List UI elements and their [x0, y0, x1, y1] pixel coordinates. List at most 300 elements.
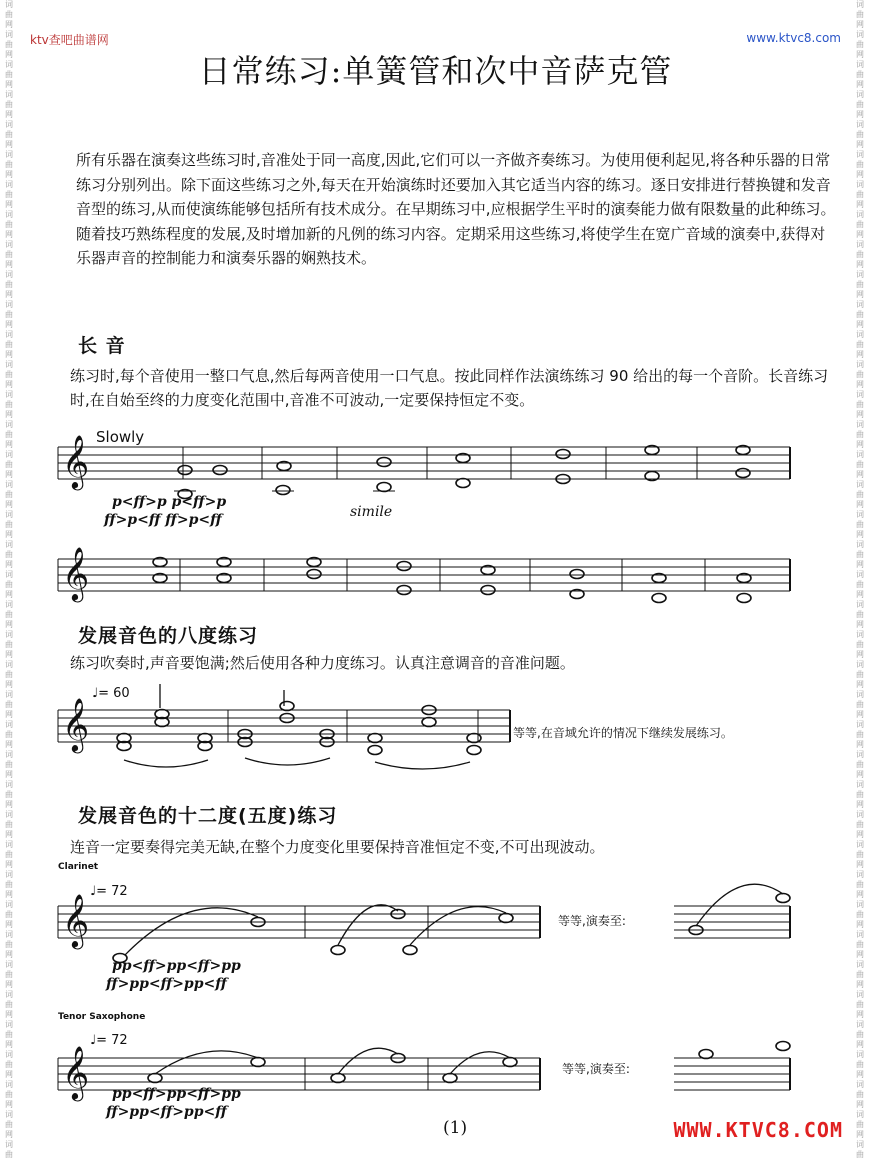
note-head [570, 570, 584, 579]
side-watermark-char: 曲 [856, 1060, 864, 1069]
side-watermark-char: 词 [856, 480, 864, 489]
side-watermark-char: 网 [856, 1100, 864, 1109]
simile-marking: simile [350, 504, 393, 520]
note-head [397, 562, 411, 571]
side-watermark-char: 词 [856, 90, 864, 99]
side-watermark-char: 词 [5, 30, 13, 39]
slur [124, 760, 208, 767]
dynamics-line-1: p<ff>p p<ff>p [112, 494, 227, 510]
side-watermark-char: 曲 [856, 160, 864, 169]
side-watermark-char: 词 [5, 900, 13, 909]
side-watermark-char: 词 [856, 180, 864, 189]
side-watermark-char: 网 [5, 1100, 13, 1109]
slur [245, 758, 330, 765]
side-watermark-char: 网 [5, 50, 13, 59]
note-head [443, 1074, 457, 1083]
heading-twelfth: 发展音色的十二度(五度)练习 [78, 805, 338, 827]
treble-clef-icon: 𝄞 [62, 546, 90, 600]
side-watermark-char: 网 [5, 20, 13, 29]
clarinet-label: Clarinet [58, 862, 99, 872]
side-watermark-char: 曲 [5, 370, 13, 379]
note-head [368, 734, 382, 743]
side-watermark-char: 网 [5, 470, 13, 479]
side-watermark-char: 词 [856, 120, 864, 129]
side-watermark-char: 曲 [5, 1150, 13, 1159]
treble-clef-icon: 𝄞 [62, 697, 90, 751]
side-watermark-char: 词 [5, 330, 13, 339]
side-watermark-char: 词 [856, 660, 864, 669]
side-watermark-char: 词 [5, 0, 13, 9]
watermark-bottom-right: WWW.KTVC8.COM [673, 1118, 843, 1142]
side-watermark-char: 词 [5, 480, 13, 489]
note-head [307, 570, 321, 579]
side-watermark-char: 词 [5, 300, 13, 309]
side-watermark-char: 词 [856, 990, 864, 999]
side-watermark-char: 词 [856, 510, 864, 519]
side-watermark-char: 词 [5, 180, 13, 189]
side-watermark-char: 词 [856, 600, 864, 609]
side-watermark-char: 曲 [856, 220, 864, 229]
note-head [776, 1042, 790, 1051]
side-watermark-char: 曲 [5, 910, 13, 919]
side-watermark-char: 曲 [5, 1030, 13, 1039]
side-watermark-char: 网 [856, 770, 864, 779]
side-watermark-char: 曲 [5, 340, 13, 349]
note-head [467, 734, 481, 743]
note-head [736, 469, 750, 478]
side-watermark-char: 网 [856, 920, 864, 929]
side-watermark-char: 网 [5, 740, 13, 749]
side-watermark-char: 网 [5, 620, 13, 629]
page-title: 日常练习:单簧管和次中音萨克管 [198, 52, 673, 90]
watermark-top-right: www.ktvc8.com [746, 31, 841, 45]
note-head [276, 486, 290, 495]
side-watermark-char: 词 [5, 540, 13, 549]
side-watermark-char: 曲 [5, 190, 13, 199]
side-watermark-char: 曲 [5, 580, 13, 589]
side-watermark-char: 曲 [856, 700, 864, 709]
side-watermark-char: 词 [5, 600, 13, 609]
side-watermark-char: 网 [856, 260, 864, 269]
side-watermark-char: 曲 [856, 40, 864, 49]
side-watermark-char: 网 [856, 230, 864, 239]
note-head [556, 450, 570, 459]
side-watermark-char: 曲 [5, 1090, 13, 1099]
side-watermark-char: 网 [856, 440, 864, 449]
side-watermark-char: 网 [856, 320, 864, 329]
side-watermark-char: 词 [5, 60, 13, 69]
note-head [467, 746, 481, 755]
note-head [178, 466, 192, 475]
heading-long-tone: 长 音 [78, 335, 126, 357]
side-watermark-char: 曲 [5, 550, 13, 559]
side-watermark-char: 词 [5, 150, 13, 159]
side-watermark-char: 词 [5, 690, 13, 699]
side-watermark-char: 网 [856, 890, 864, 899]
side-watermark-char: 曲 [5, 970, 13, 979]
side-watermark-char: 词 [5, 930, 13, 939]
side-watermark-char: 曲 [856, 310, 864, 319]
side-watermark-char: 曲 [856, 730, 864, 739]
side-watermark-char: 词 [5, 1110, 13, 1119]
treble-clef-icon: 𝄞 [62, 1045, 90, 1099]
side-watermark-char: 网 [5, 320, 13, 329]
side-watermark-char: 词 [5, 780, 13, 789]
note-head [499, 914, 513, 923]
note-head [481, 586, 495, 595]
side-watermark-char: 词 [856, 270, 864, 279]
side-watermark-char: 词 [856, 150, 864, 159]
side-watermark-char: 词 [856, 720, 864, 729]
side-watermark-char: 曲 [856, 640, 864, 649]
slur [338, 1048, 398, 1074]
side-watermark-char: 词 [5, 810, 13, 819]
side-watermark-char: 词 [5, 210, 13, 219]
side-watermark-char: 词 [856, 630, 864, 639]
twelfth-text: 连音一定要奏得完美无缺,在整个力度变化里要保持音准恒定不变,不可出现波动。 [70, 838, 605, 856]
side-watermark-char: 曲 [5, 850, 13, 859]
heading-octave: 发展音色的八度练习 [78, 625, 259, 647]
side-watermark-char: 曲 [856, 1090, 864, 1099]
side-watermark-char: 网 [5, 110, 13, 119]
octave-text: 练习吹奏时,声音要饱满;然后使用各种力度练习。认真注意调音的音准问题。 [70, 654, 575, 672]
side-watermark-char: 网 [856, 710, 864, 719]
dynamics-line-2: ff>p<ff ff>p<ff [104, 512, 222, 528]
side-watermark-char: 词 [856, 0, 864, 9]
note-head [652, 594, 666, 603]
sax-dyn-line-2: ff>pp<ff>pp<ff [106, 1104, 227, 1120]
side-watermark-char: 网 [856, 560, 864, 569]
side-watermark-char: 词 [5, 1020, 13, 1029]
side-watermark-char: 曲 [856, 1120, 864, 1129]
note-head [280, 702, 294, 711]
side-watermark-char: 词 [5, 570, 13, 579]
side-watermark-char: 曲 [856, 460, 864, 469]
sax-dyn-line-1: pp<ff>pp<ff>pp [112, 1086, 241, 1102]
side-watermark-char: 曲 [5, 700, 13, 709]
side-watermark-char: 词 [856, 1020, 864, 1029]
watermark-top-left: ktv查吧曲谱网 [30, 33, 109, 47]
side-watermark-char: 曲 [856, 100, 864, 109]
note-head [213, 466, 227, 475]
side-watermark-char: 词 [856, 930, 864, 939]
side-watermark-char: 词 [856, 450, 864, 459]
side-watermark-char: 词 [856, 810, 864, 819]
side-watermark-char: 网 [856, 980, 864, 989]
side-watermark-char: 网 [5, 560, 13, 569]
slur [375, 762, 470, 769]
side-watermark-char: 网 [856, 170, 864, 179]
side-watermark-char: 网 [856, 590, 864, 599]
side-watermark-char: 曲 [856, 940, 864, 949]
side-watermark-char: 曲 [856, 580, 864, 589]
side-watermark-char: 词 [5, 1050, 13, 1059]
side-watermark-char: 曲 [856, 520, 864, 529]
side-watermark-char: 词 [856, 300, 864, 309]
side-watermark-char: 网 [5, 890, 13, 899]
side-watermark-char: 词 [5, 660, 13, 669]
side-watermark-char: 网 [5, 410, 13, 419]
long-tone-text: 练习时,每个音使用一整口气息,然后每两音使用一口气息。按此同样作法演练练习 90 给出的每一个音阶。长音练习时,在自始至终的力度变化范围中,音准不可波动,一定要保持恒定不变。 [70, 367, 829, 409]
side-watermark-char: 曲 [856, 820, 864, 829]
side-watermark-char: 网 [5, 380, 13, 389]
side-watermark-char: 词 [856, 900, 864, 909]
treble-clef-icon: 𝄞 [62, 434, 90, 488]
note-head [331, 946, 345, 955]
side-watermark-char: 词 [856, 960, 864, 969]
side-watermark-char: 网 [5, 290, 13, 299]
side-watermark-char: 词 [856, 750, 864, 759]
side-watermark-char: 词 [856, 60, 864, 69]
side-watermark-char: 词 [856, 1110, 864, 1119]
side-watermark-char: 网 [856, 530, 864, 539]
side-watermark-char: 网 [5, 650, 13, 659]
side-watermark-char: 网 [856, 740, 864, 749]
side-watermark-char: 网 [856, 80, 864, 89]
side-watermark-char: 曲 [856, 610, 864, 619]
side-watermark-char: 网 [5, 200, 13, 209]
note-head [456, 479, 470, 488]
side-watermark-char: 词 [856, 1050, 864, 1059]
side-watermark-char: 词 [856, 840, 864, 849]
side-watermark-char: 网 [856, 860, 864, 869]
side-watermark-char: 词 [5, 1140, 13, 1149]
treble-clef-icon: 𝄞 [62, 893, 90, 947]
side-watermark-char: 曲 [856, 670, 864, 679]
side-watermark-char: 词 [5, 390, 13, 399]
side-watermark-char: 网 [5, 80, 13, 89]
side-watermark-char: 曲 [5, 790, 13, 799]
side-watermark-char: 词 [5, 990, 13, 999]
side-watermark-char: 网 [5, 140, 13, 149]
slur [125, 908, 258, 955]
side-watermark-char: 曲 [856, 430, 864, 439]
side-watermark-char: 曲 [856, 130, 864, 139]
side-watermark-char: 曲 [856, 10, 864, 19]
side-watermark-char: 网 [856, 500, 864, 509]
side-watermark-char: 曲 [856, 550, 864, 559]
side-watermark-char: 曲 [856, 1030, 864, 1039]
side-watermark-char: 网 [856, 620, 864, 629]
side-watermark-char: 曲 [5, 1060, 13, 1069]
side-watermark-char: 网 [856, 1070, 864, 1079]
note-head [331, 1074, 345, 1083]
side-watermark-char: 词 [5, 870, 13, 879]
side-watermark-char: 词 [5, 270, 13, 279]
side-watermark-char: 网 [5, 230, 13, 239]
side-watermark-char: 曲 [5, 760, 13, 769]
side-watermark-char: 曲 [5, 460, 13, 469]
side-watermark-char: 曲 [5, 310, 13, 319]
side-watermark-char: 词 [856, 780, 864, 789]
side-watermark-char: 网 [5, 350, 13, 359]
side-watermark-char: 词 [856, 240, 864, 249]
side-watermark-char: 曲 [5, 640, 13, 649]
side-watermark-char: 网 [856, 200, 864, 209]
side-watermark-char: 网 [856, 950, 864, 959]
side-watermark-char: 曲 [5, 520, 13, 529]
note-head [377, 458, 391, 467]
side-watermark-char: 曲 [5, 820, 13, 829]
side-watermark-char: 词 [856, 1080, 864, 1089]
side-watermark-char: 网 [5, 710, 13, 719]
intro-paragraph: 所有乐器在演奏这些练习时,音准处于同一高度,因此,它们可以一齐做齐奏练习。为使用便利起见,将各种乐器的日常练习分别列出。除下面这些练习之外,每天在开始演练时还要加入其它适当内容的练习。逐日安排进行替换键和发音音型的练习,从而使演练能够包括所有技术成分。在早期练习中,应根据学生平时的演奏能力做有限数量的此种练习。随着技巧熟练程度的发展,及时增加新的凡例的练习内容。定期采用这些练习,将使学生在宽广音域的演奏中,获得对乐器声音的控制能力和演奏乐器的娴熟技术。 [76, 151, 836, 267]
side-watermark-char: 网 [856, 140, 864, 149]
side-watermark-char: 曲 [5, 10, 13, 19]
slur [450, 1052, 510, 1074]
note-head [776, 894, 790, 903]
side-watermark-char: 网 [5, 950, 13, 959]
side-watermark-char: 曲 [5, 670, 13, 679]
side-watermark-char: 网 [5, 170, 13, 179]
side-watermark-char: 网 [856, 1010, 864, 1019]
slur [696, 884, 783, 926]
side-watermark-char: 网 [856, 50, 864, 59]
side-watermark-char: 词 [856, 420, 864, 429]
clarinet-tempo: ♩= 72 [90, 884, 128, 899]
side-watermark-char: 网 [5, 800, 13, 809]
side-watermark-char: 词 [856, 30, 864, 39]
side-watermark-char: 曲 [856, 850, 864, 859]
side-watermark-char: 曲 [5, 250, 13, 259]
side-watermark-char: 曲 [5, 220, 13, 229]
side-watermark-char: 曲 [856, 70, 864, 79]
note-head [737, 594, 751, 603]
side-watermark-char: 词 [5, 720, 13, 729]
note-head [251, 1058, 265, 1067]
side-watermark-char: 网 [5, 1040, 13, 1049]
side-watermark-char: 词 [5, 420, 13, 429]
side-watermark-char: 网 [5, 590, 13, 599]
side-watermark-char: 网 [856, 410, 864, 419]
slur [338, 905, 398, 945]
side-watermark-char: 网 [856, 830, 864, 839]
side-watermark-char: 曲 [856, 910, 864, 919]
side-watermark-char: 曲 [5, 940, 13, 949]
side-watermark-char: 曲 [5, 400, 13, 409]
side-watermark-char: 词 [5, 960, 13, 969]
twelfth-dyn-line-1: pp<ff>pp<ff>pp [112, 958, 241, 974]
side-watermark-char: 网 [5, 260, 13, 269]
side-watermark-char: 词 [856, 390, 864, 399]
page-number: (1) [443, 1118, 468, 1138]
twelfth-dyn-line-2: ff>pp<ff>pp<ff [106, 976, 227, 992]
side-watermark-char: 词 [5, 450, 13, 459]
side-watermark-char: 词 [856, 1140, 864, 1149]
side-watermark-char: 曲 [5, 610, 13, 619]
tempo-slowly: Slowly [96, 428, 145, 446]
clarinet-note: 等等,演奏至: [558, 914, 626, 928]
side-watermark-char: 网 [856, 290, 864, 299]
side-watermark-char: 网 [856, 1130, 864, 1139]
sax-tempo: ♩= 72 [90, 1033, 128, 1048]
side-watermark-char: 曲 [5, 490, 13, 499]
side-watermark-char: 网 [856, 20, 864, 29]
side-watermark-char: 词 [856, 570, 864, 579]
side-watermark-char: 曲 [856, 250, 864, 259]
side-watermark-char: 网 [5, 1010, 13, 1019]
note-head [422, 718, 436, 727]
note-head [503, 1058, 517, 1067]
tempo-60: ♩= 60 [92, 686, 130, 701]
side-watermark-char: 网 [856, 800, 864, 809]
side-watermark-char: 网 [5, 830, 13, 839]
side-watermark-char: 词 [5, 240, 13, 249]
side-watermark-char: 网 [856, 350, 864, 359]
side-watermark-char: 曲 [856, 340, 864, 349]
side-watermark-char: 网 [5, 770, 13, 779]
side-watermark-char: 曲 [5, 430, 13, 439]
side-watermark-char: 网 [5, 1070, 13, 1079]
note-head [397, 586, 411, 595]
side-watermark-char: 词 [856, 540, 864, 549]
side-watermark-char: 曲 [856, 1150, 864, 1159]
side-watermark-char: 网 [5, 1130, 13, 1139]
side-watermark-char: 网 [5, 530, 13, 539]
side-watermark-char: 网 [856, 1040, 864, 1049]
side-watermark-char: 曲 [856, 370, 864, 379]
side-watermark-char: 曲 [856, 760, 864, 769]
side-watermark-char: 网 [5, 920, 13, 929]
side-watermark-char: 词 [5, 360, 13, 369]
side-watermark-char: 曲 [856, 190, 864, 199]
side-watermark-char: 曲 [856, 280, 864, 289]
side-watermark-char: 词 [856, 870, 864, 879]
side-watermark-char: 词 [856, 690, 864, 699]
side-watermark-char: 曲 [856, 490, 864, 499]
side-watermark-char: 词 [5, 630, 13, 639]
side-watermark-char: 曲 [5, 130, 13, 139]
side-watermark-char: 曲 [5, 1120, 13, 1129]
side-watermark-char: 网 [5, 680, 13, 689]
side-watermark-char: 曲 [5, 730, 13, 739]
side-watermark-char: 词 [856, 210, 864, 219]
note-head [403, 946, 417, 955]
sax-label: Tenor Saxophone [58, 1012, 146, 1022]
note-head [699, 1050, 713, 1059]
side-watermark-char: 网 [856, 650, 864, 659]
side-watermark-char: 词 [5, 840, 13, 849]
side-watermark-char: 网 [856, 380, 864, 389]
side-watermark-char: 曲 [5, 100, 13, 109]
side-watermark-char: 曲 [5, 160, 13, 169]
sax-note: 等等,演奏至: [562, 1062, 630, 1076]
slur [410, 907, 506, 945]
side-watermark-char: 网 [856, 680, 864, 689]
side-watermark-char: 词 [856, 330, 864, 339]
side-watermark-char: 词 [856, 360, 864, 369]
side-watermark-char: 网 [5, 980, 13, 989]
side-watermark-char: 网 [5, 500, 13, 509]
side-watermark-char: 网 [856, 470, 864, 479]
side-watermark-char: 词 [5, 1080, 13, 1089]
side-watermark-char: 曲 [5, 280, 13, 289]
side-watermark-char: 网 [5, 440, 13, 449]
side-watermark-char: 曲 [5, 40, 13, 49]
side-watermark-char: 曲 [5, 70, 13, 79]
side-watermark-char: 词 [5, 510, 13, 519]
side-watermark-char: 曲 [856, 1000, 864, 1009]
side-watermark-char: 网 [5, 860, 13, 869]
side-watermark-char: 曲 [856, 970, 864, 979]
note-head [377, 483, 391, 492]
side-watermark-char: 网 [856, 110, 864, 119]
note-head [368, 746, 382, 755]
side-watermark-char: 词 [5, 120, 13, 129]
note-head [148, 1074, 162, 1083]
side-watermark-char: 词 [5, 750, 13, 759]
side-watermark-char: 曲 [5, 1000, 13, 1009]
